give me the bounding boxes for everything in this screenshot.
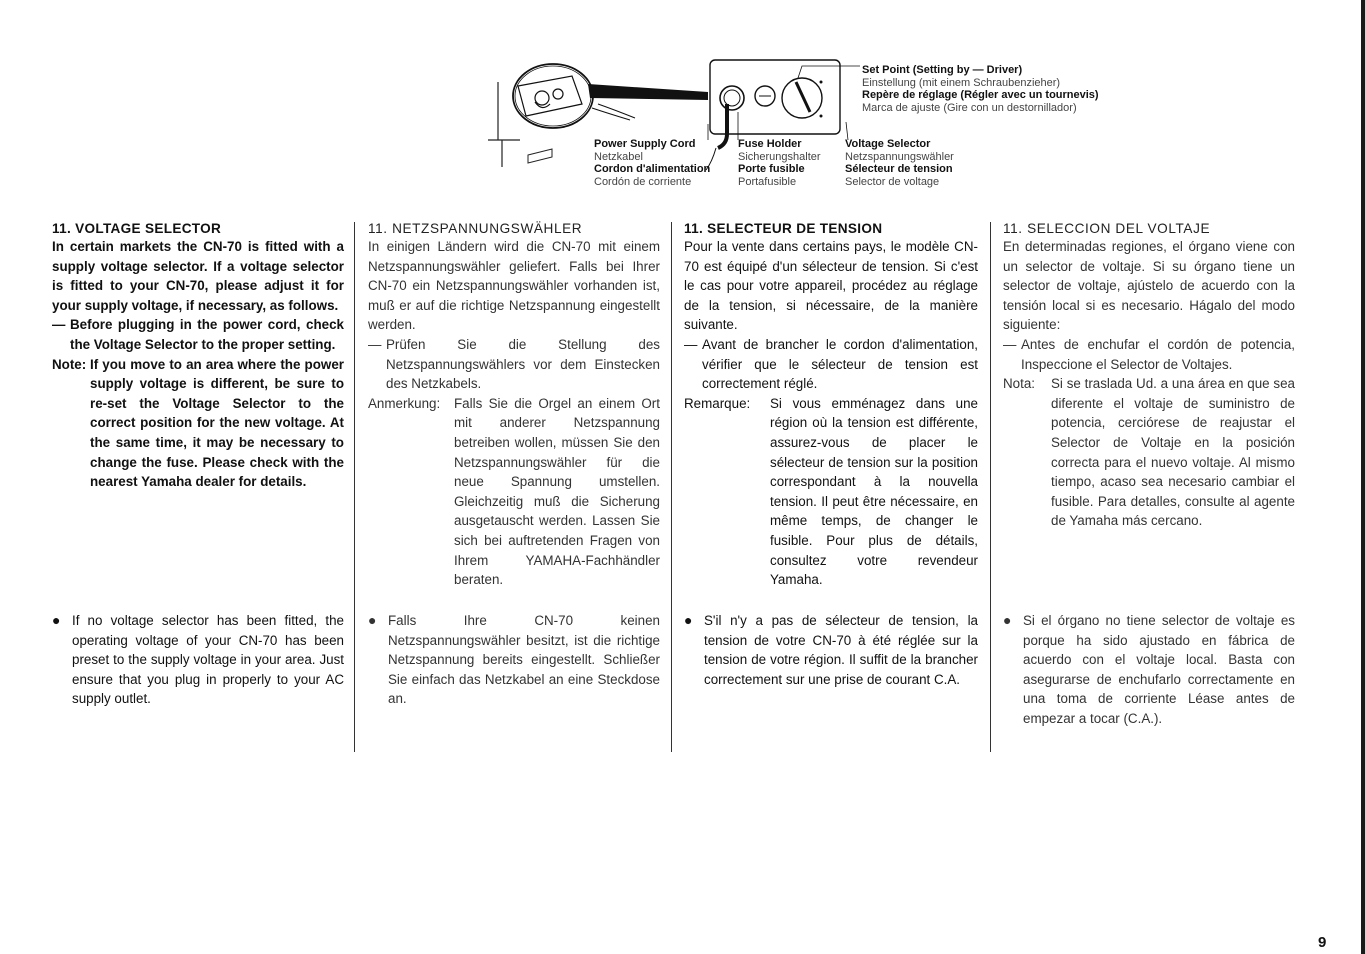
bullet-mark: ● (52, 612, 61, 628)
voltage-selector-de: Netzspannungswähler (845, 150, 954, 163)
voltage-selector-fr: Sélecteur de tension (845, 163, 953, 175)
french-note (684, 394, 978, 590)
spanish-note-text: Si se traslada Ud. a una área en que sea diferente el voltaje de suministro de potencia, cerciórese de reajustar el Selector de Voltaje en la posición correcta para el nuevo voltaje. Al mismo tiempo, acaso sea necesario cambiar el fusible. Para detalles, consulte al agente de Yamaha más cercano. (1051, 376, 1295, 529)
french-bullet (684, 611, 978, 689)
german-section (368, 220, 660, 590)
german-bullet-text: Falls Ihre CN-70 keinen Netzspannungswähler besitzt, ist die richtige Netzspannung bereits eingestellt. Schließer Sie einfach das Netzkabel an eine Steckdose an. (388, 613, 660, 707)
french-dash-text: Avant de brancher le cordon d'alimentation, vérifier que le sélecteur de tension est correctement réglé. (702, 336, 978, 392)
german-dash-text: Prüfen Sie die Stellung des Netzspannungswählers vor dem Einstecken des Netzkabels. (386, 336, 660, 392)
spanish-section (1003, 220, 1295, 531)
german-note (368, 394, 660, 590)
english-bullet-text: If no voltage selector has been fitted, the operating voltage of your CN-70 has been preset to the supply voltage in your area. Just ensure that you plug in properly to your AC supply outlet. (72, 613, 344, 707)
voltage-selector-es: Selector de voltage (845, 175, 940, 188)
english-note (52, 355, 344, 492)
page-edge (1361, 0, 1365, 954)
french-intro: Pour la vente dans certains pays, le modèle CN-70 est équipé d'un sélecteur de tension. Si c'est le cas pour votre appareil, procédez au réglage de la tension, si nécessaire, de la manière suivante. (684, 239, 978, 333)
power-cord-en: Power Supply Cord (594, 138, 696, 150)
set-point-fr: Repère de réglage (Régler avec un tournevis) (862, 89, 1099, 101)
set-point-es: Marca de ajuste (Gire con un destornillador) (862, 101, 1077, 114)
spanish-bullet-text: Si el órgano no tiene selector de voltaje es porque ha sido ajustado en fábrica de acuerdo con el voltaje local. Basta con asegurarse de enchufarlo correctamente en una toma de corriente Léase antes de empezar a tocar (C.A.). (1023, 613, 1295, 726)
english-title: 11. VOLTAGE SELECTOR (52, 221, 222, 236)
fuse-holder-en: Fuse Holder (738, 138, 802, 150)
german-bullet (368, 611, 660, 709)
dash-mark: — (1003, 336, 1017, 352)
dash-mark: — (684, 336, 698, 352)
fuse-holder-es: Portafusible (738, 175, 797, 188)
power-cord-fr: Cordon d'alimentation (594, 163, 711, 175)
fuse-holder-fr: Porte fusible (738, 163, 805, 175)
german-note-text: Falls Sie die Orgel an einem Ort mit anderer Netzspannung betreiben wollen, müssen Sie den Netzspannungswähler für die neue Spannung umstellen. Gleichzeitig muß die Sicherung ausgetauscht werden. Lassen Sie sich bei auftretenden Fragen von Ihrem YAMAHA-Fachhändler beraten. (454, 395, 660, 588)
english-note-label: Note: (52, 356, 87, 372)
english-bullet (52, 611, 344, 709)
french-bullet-text: S'il n'y a pas de sélecteur de tension, la tension de votre CN-70 à été réglée sur la tension de votre région. Il suffit de la brancher correctement sur une prise de courant C.A. (704, 613, 978, 687)
spanish-dash-text: Antes de enchufar el cordón de potencia, Inspeccione el Selector de Voltajes. (1021, 336, 1295, 372)
english-intro: In certain markets the CN-70 is fitted with a supply voltage selector. If a voltage selector is fitted to your CN-70, please adjust it for your supply voltage, if necessary, as follows. (52, 239, 344, 313)
german-note-label: Anmerkung: (368, 395, 441, 411)
page-number: 9 (1318, 934, 1327, 951)
french-dash-item (684, 335, 978, 394)
set-point-de: Einstellung (mit einem Schraubenzieher) (862, 76, 1061, 89)
column-divider (671, 222, 672, 752)
french-note-text: Si vous emménagez dans une région où la tension est différente, assurez-vous de placer le sélecteur de tension sur la position correspondant à la nouvella tension. Il peut être nécessaire, en même temps, de changer le fusible. Pour plus de détails, consultez votre revendeur Yamaha. (770, 395, 978, 588)
fuse-holder-label (738, 138, 821, 188)
english-dash-text: Before plugging in the power cord, check the Voltage Selector to the proper setting. (70, 317, 344, 352)
column-divider (354, 222, 355, 752)
voltage-selector-label (845, 138, 954, 188)
dash-mark: — (368, 336, 382, 352)
set-point-en: Set Point (Setting by — Driver) (862, 64, 1023, 76)
spanish-note (1003, 374, 1295, 531)
english-section (52, 220, 344, 492)
german-dash-item (368, 335, 660, 394)
french-section (684, 220, 978, 590)
spanish-title: 11. SELECCION DEL VOLTAJE (1003, 221, 1211, 236)
set-point-label (862, 64, 1099, 114)
german-intro: In einigen Ländern wird die CN-70 mit einem Netzspannungswähler geliefert. Falls bei Ihrer CN-70 ein Netzspannungswähler vorhanden ist, muß er auf die richtige Netzspannung eingestellt werden. (368, 239, 660, 333)
dash-mark: — (52, 317, 66, 333)
power-cord-label (594, 138, 710, 188)
english-dash-item (52, 315, 344, 354)
english-note-text: If you move to an area where the power supply voltage is different, be sure to re-set the Voltage Selector to the correct position for the new voltage. At the same time, it may be necessary to change the fuse. Please check with the nearest Yamaha dealer for details. (90, 356, 344, 490)
bullet-mark: ● (368, 612, 377, 628)
spanish-bullet (1003, 611, 1295, 729)
french-note-label: Remarque: (684, 395, 751, 411)
voltage-selector-en: Voltage Selector (845, 138, 931, 150)
spanish-dash-item (1003, 335, 1295, 374)
bullet-mark: ● (1003, 612, 1012, 628)
power-cord-de: Netzkabel (594, 150, 643, 163)
fuse-holder-de: Sicherungshalter (738, 150, 821, 163)
spanish-intro: En determinadas regiones, el órgano viene con un selector de voltaje. Si su órgano tiene un selector de voltaje, ajústelo de acuerdo con la tensión local si es necesario. Hágalo del modo siguiente: (1003, 239, 1295, 333)
german-title: 11. NETZSPANNUNGSWÄHLER (368, 221, 583, 236)
power-cord-es: Cordón de corriente (594, 175, 692, 188)
spanish-note-label: Nota: (1003, 376, 1036, 392)
column-divider (990, 222, 991, 752)
bullet-mark: ● (684, 612, 693, 628)
french-title: 11. SELECTEUR DE TENSION (684, 221, 883, 236)
